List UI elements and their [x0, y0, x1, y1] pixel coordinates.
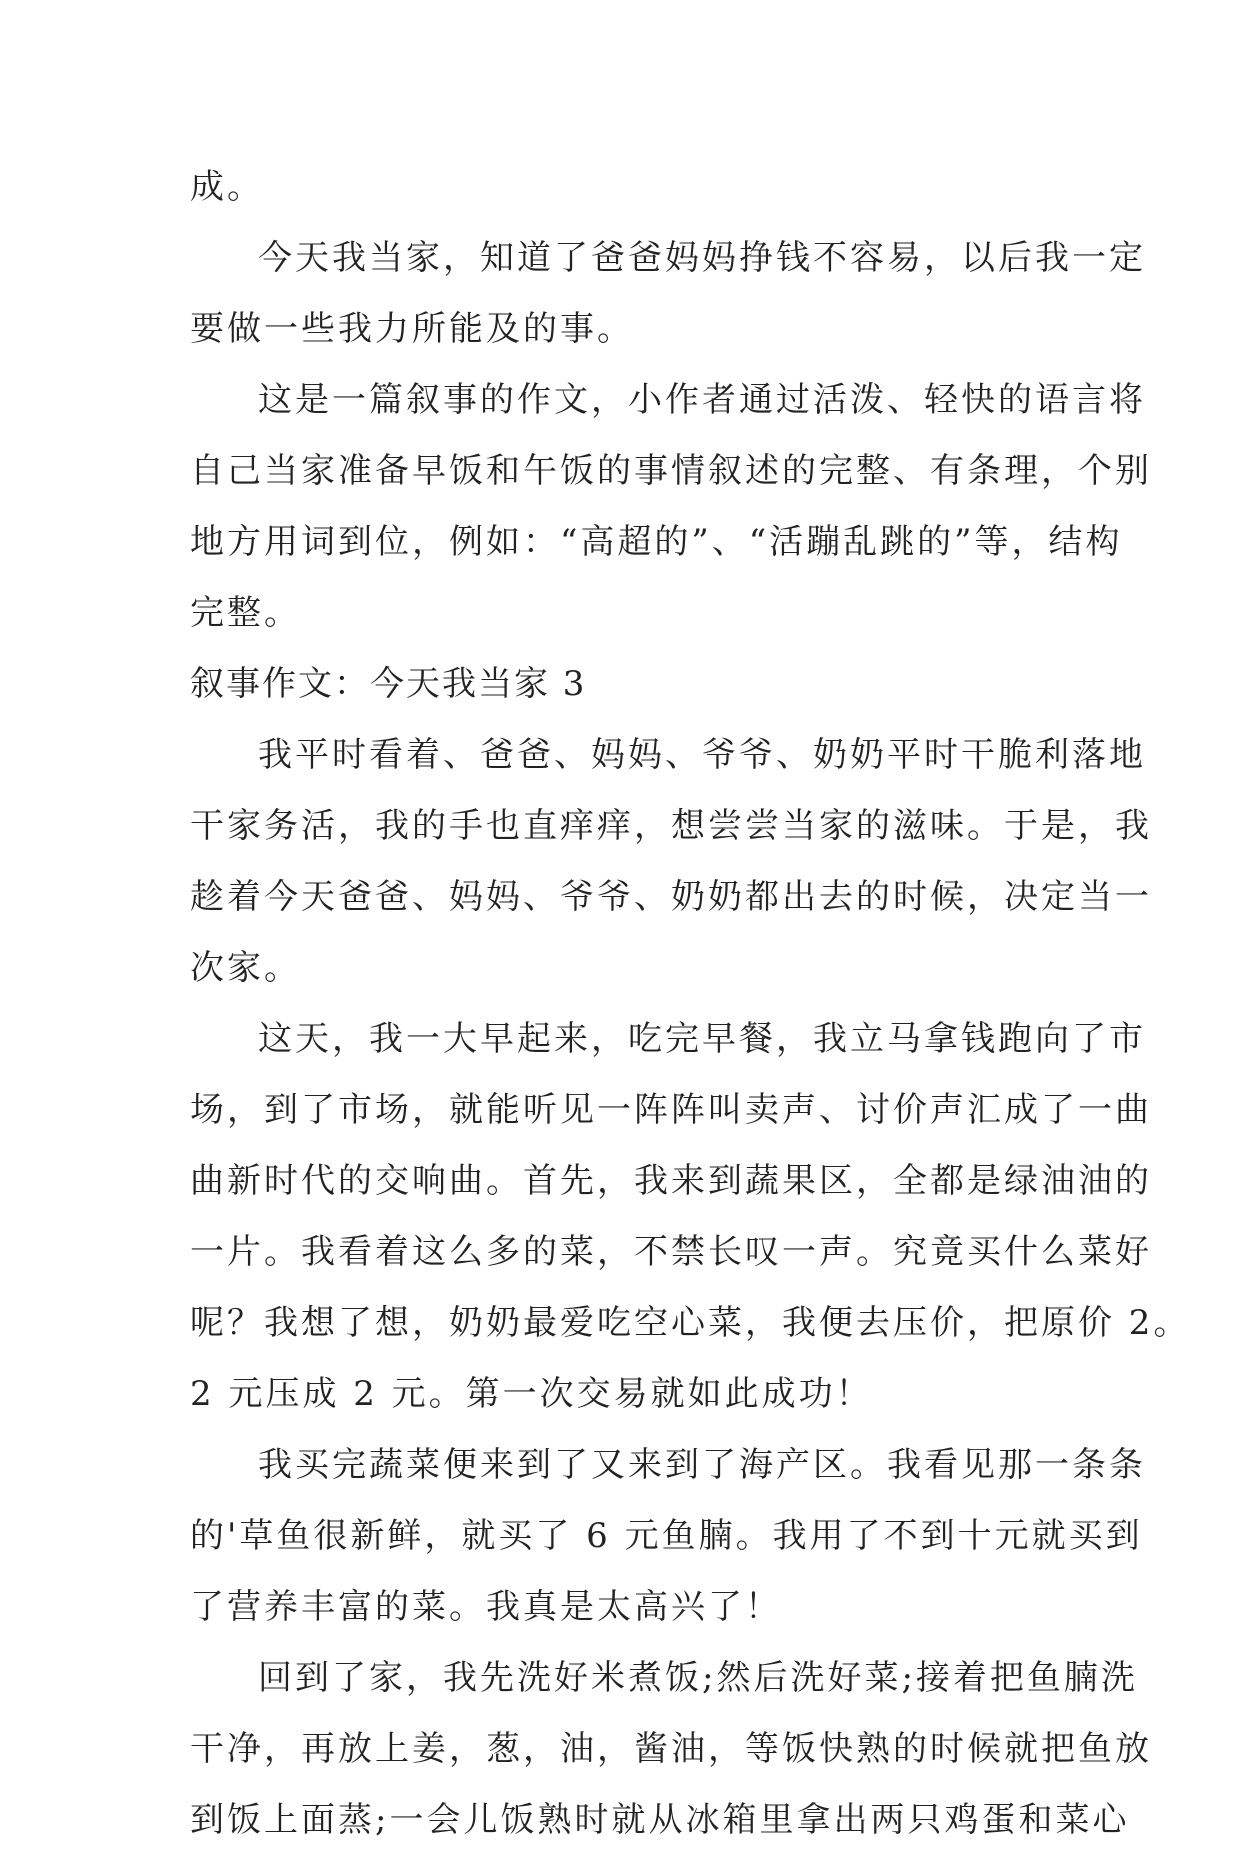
- text-line: 的'草鱼很新鲜，就买了 6 元鱼腩。我用了不到十元就买到: [190, 1516, 1143, 1556]
- paragraph-start-line: 今天我当家，知道了爸爸妈妈挣钱不容易，以后我一定: [258, 238, 1146, 278]
- paragraph-start-line: 我买完蔬菜便来到了又来到了海产区。我看见那一条条: [258, 1445, 1146, 1485]
- paragraph-start-line: 这是一篇叙事的作文，小作者通过活泼、轻快的语言将: [258, 380, 1146, 420]
- text-line: 次家。: [190, 948, 301, 988]
- text-line: 2 元压成 2 元。第一次交易就如此成功！: [190, 1374, 873, 1414]
- text-line: 一片。我看着这么多的菜，不禁长叹一声。究竟买什么菜好: [190, 1232, 1152, 1272]
- text-line: 成。: [190, 167, 264, 207]
- text-line: 地方用词到位，例如：“高超的”、“活蹦乱跳的”等，结构: [190, 522, 1123, 562]
- document-page: [190, 152, 1191, 1856]
- text-line: 曲新时代的交响曲。首先，我来到蔬果区，全都是绿油油的: [190, 1161, 1152, 1201]
- text-line: 场，到了市场，就能听见一阵阵叫卖声、讨价声汇成了一曲: [190, 1090, 1152, 1130]
- text-line: 趁着今天爸爸、妈妈、爷爷、奶奶都出去的时候，决定当一: [190, 877, 1152, 917]
- text-line: 自己当家准备早饭和午饭的事情叙述的完整、有条理，个别: [190, 451, 1152, 491]
- text-line: 了营养丰富的菜。我真是太高兴了！: [190, 1587, 782, 1627]
- text-line: 干净，再放上姜，葱，油，酱油，等饭快熟的时候就把鱼放: [190, 1729, 1152, 1769]
- paragraph-start-line: 回到了家，我先洗好米煮饭;然后洗好菜;接着把鱼腩洗: [258, 1658, 1138, 1698]
- text-line: 完整。: [190, 593, 301, 633]
- text-line: 要做一些我力所能及的事。: [190, 309, 634, 349]
- section-heading: 叙事作文：今天我当家 3: [190, 664, 587, 704]
- text-line: 呢？我想了想，奶奶最爱吃空心菜，我便去压价，把原价 2。: [190, 1303, 1191, 1343]
- paragraph-start-line: 这天，我一大早起来，吃完早餐，我立马拿钱跑向了市: [258, 1019, 1146, 1059]
- text-line: 干家务活，我的手也直痒痒，想尝尝当家的滋味。于是，我: [190, 806, 1152, 846]
- paragraph-start-line: 我平时看着、爸爸、妈妈、爷爷、奶奶平时干脆利落地: [258, 735, 1146, 775]
- text-line: 到饭上面蒸;一会儿饭熟时就从冰箱里拿出两只鸡蛋和菜心: [190, 1800, 1130, 1840]
